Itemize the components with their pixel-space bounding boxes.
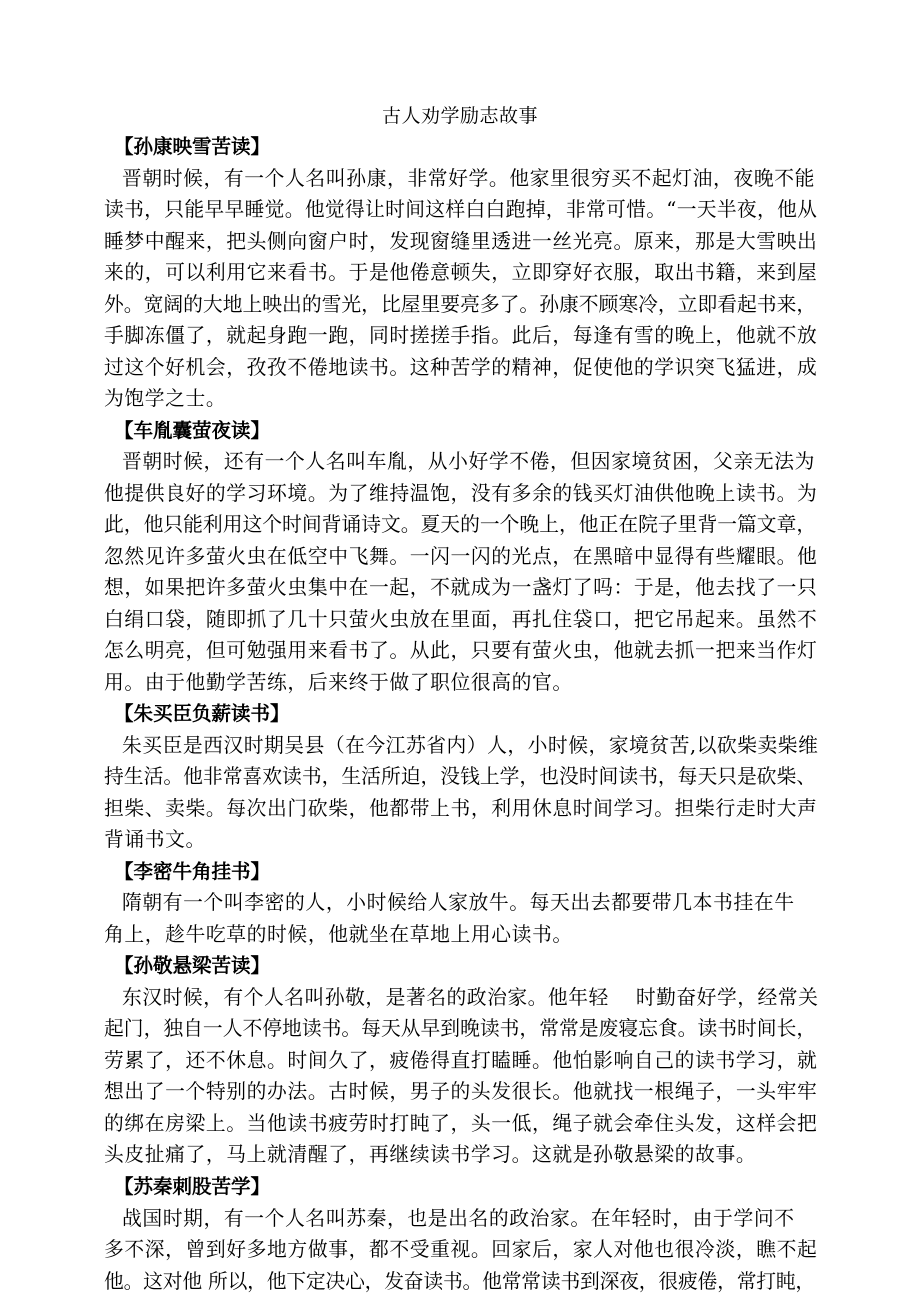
body-line: 的绑在房梁上。当他读书疲劳时打盹了，头一低，绳子就会牵住头发，这样会把	[104, 1111, 818, 1135]
section-heading: 【李密牛角挂书】	[114, 859, 271, 883]
document-content	[104, 131, 818, 1297]
body-line: 起门，独自一人不停地读书。每天从早到晚读书，常常是废寝忘食。读书时间长，	[104, 1017, 817, 1041]
section-heading: 【苏秦刺股苦学】	[114, 1174, 271, 1198]
body-line: 劳累了，还不休息。时间久了，疲倦得直打瞌睡。他怕影响自己的读书学习，就	[104, 1048, 818, 1072]
body-line: 角上，趁牛吃草的时候，他就坐在草地上用心读书。	[104, 922, 573, 946]
body-line: 睡梦中醒来，把头侧向窗户时，发现窗缝里透进一丝光亮。原来，那是大雪映出	[104, 229, 818, 253]
section-heading: 【车胤囊萤夜读】	[114, 418, 271, 442]
body-line: 为饱学之士。	[104, 387, 227, 411]
body-line: 来的，可以利用它来看书。于是他倦意顿失，立即穿好衣服，取出书籍，来到屋	[104, 261, 818, 285]
section-heading: 【孙敬悬梁苦读】	[114, 954, 271, 978]
body-line: 手脚冻僵了，就起身跑一跑，同时搓搓手指。此后，每逢有雪的晚上，他就不放	[104, 324, 818, 348]
body-line: 头皮扯痛了，马上就清醒了，再继续读书学习。这就是孙敬悬梁的故事。	[104, 1143, 757, 1167]
body-line: 战国时期，有一个人名叫苏秦，也是出名的政治家。在年轻时，由于学问不	[122, 1206, 795, 1230]
body-line: 东汉时候，有个人名叫孙敬，是著名的政治家。他年轻 时勤奋好学，经常关	[122, 985, 818, 1009]
body-line: 怎么明亮，但可勉强用来看书了。从此，只要有萤火虫，他就去抓一把来当作灯	[104, 639, 818, 663]
body-line: 忽然见许多萤火虫在低空中飞舞。一闪一闪的光点，在黑暗中显得有些耀眼。他	[104, 544, 818, 568]
body-line: 背诵书文。	[104, 828, 206, 852]
section-body	[104, 446, 818, 698]
body-line: 晋朝时候，有一个人名叫孙康，非常好学。他家里很穷买不起灯油，夜晚不能	[122, 166, 815, 190]
section-body	[104, 982, 818, 1171]
body-line: 想，如果把许多萤火虫集中在一起，不就成为一盏灯了吗：于是，他去找了一只	[104, 576, 818, 600]
body-line: 想出了一个特别的办法。古时候，男子的头发很长。他就找一根绳子，一头牢牢	[104, 1080, 818, 1104]
body-line: 担柴、卖柴。每次出门砍柴，他都带上书，利用休息时间学习。担柴行走时大声	[104, 796, 818, 820]
section-body	[104, 1203, 818, 1298]
body-line: 他提供良好的学习环境。为了维持温饱，没有多余的钱买灯油供他晚上读书。为	[104, 481, 818, 505]
body-line: 晋朝时候，还有一个人名叫车胤，从小好学不倦，但因家境贫困，父亲无法为	[122, 450, 815, 474]
story-section-sun-kang	[104, 131, 818, 415]
story-section-zhu-maichen	[104, 698, 818, 856]
document-title: 古人劝学励志故事	[381, 105, 538, 127]
body-line: 白绢口袋，随即抓了几十只萤火虫放在里面，再扎住袋口，把它吊起来。虽然不	[104, 607, 818, 631]
story-section-su-qin	[104, 1171, 818, 1297]
body-line: 此，他只能利用这个时间背诵诗文。夏天的一个晚上，他正在院子里背一篇文章，	[104, 513, 817, 537]
body-line: 多不深，曾到好多地方做事，都不受重视。回家后，家人对他也很冷淡，瞧不起	[104, 1238, 818, 1262]
body-line: 持生活。他非常喜欢读书，生活所迫，没钱上学，也没时间读书，每天只是砍柴、	[104, 765, 817, 789]
body-line: 朱买臣是西汉时期吴县（在今江苏省内）人，小时候，家境贫苦,以砍柴卖柴维	[122, 733, 818, 757]
section-body	[104, 730, 818, 856]
body-line: 外。宽阔的大地上映出的雪光，比屋里要亮多了。孙康不顾寒冷，立即看起书来，	[104, 292, 817, 316]
body-line: 用。由于他勤学苦练，后来终于做了职位很高的官。	[104, 670, 573, 694]
body-line: 他。这对他 所以，他下定决心，发奋读书。他常常读书到深夜，很疲倦，常打盹，	[104, 1269, 816, 1293]
story-section-che-yin	[104, 415, 818, 699]
section-body	[104, 163, 818, 415]
body-line: 隋朝有一个叫李密的人，小时候给人家放牛。每天出去都要带几本书挂在牛	[122, 891, 795, 915]
section-heading: 【朱买臣负薪读书】	[114, 702, 290, 726]
body-line: 过这个好机会，孜孜不倦地读书。这种苦学的精神，促使他的学识突飞猛进，成	[104, 355, 818, 379]
story-section-sun-jing	[104, 950, 818, 1171]
section-heading: 【孙康映雪苦读】	[114, 135, 271, 158]
body-line: 读书，只能早早睡觉。他觉得让时间这样白白跑掉，非常可惜。“一天半夜，他从	[104, 198, 818, 222]
story-section-li-mi	[104, 856, 818, 951]
section-body	[104, 887, 818, 950]
